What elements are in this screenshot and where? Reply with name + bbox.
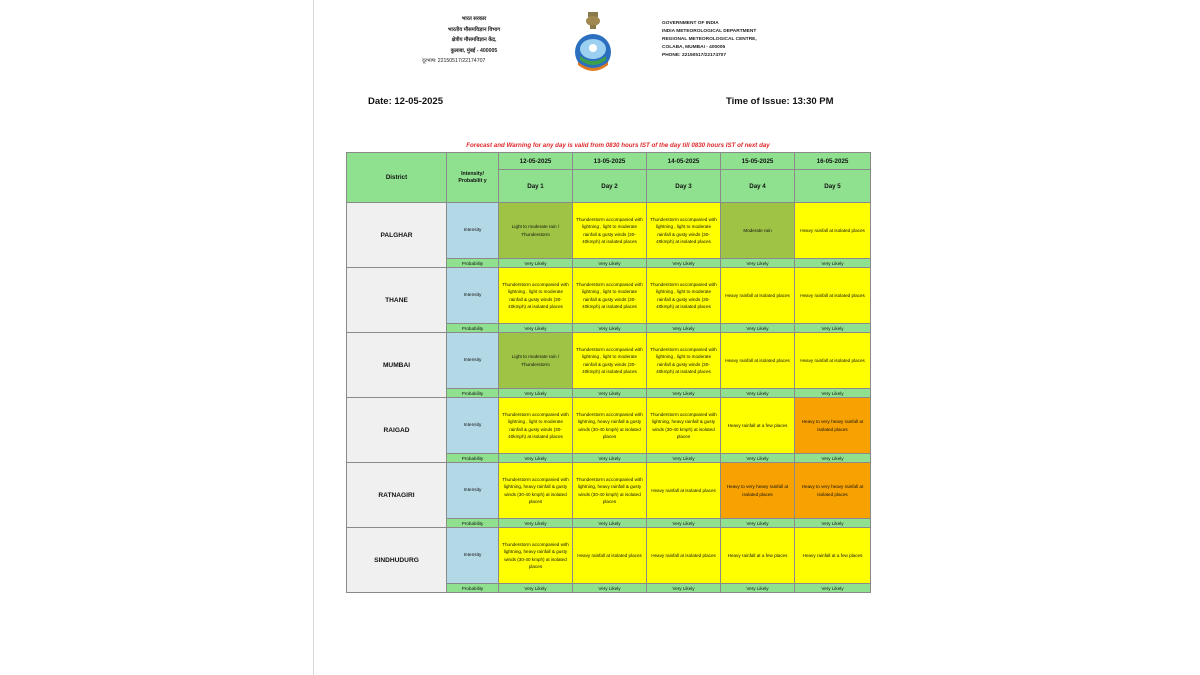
forecast-cell: Heavy rainfall at isolated places	[721, 268, 795, 324]
forecast-cell: Heavy to very heavy rainfall at isolated places	[795, 463, 871, 519]
forecast-cell: Heavy rainfall at isolated places	[647, 463, 721, 519]
hindi-line: कुलाबा, मुंबई - 400005	[450, 47, 498, 54]
forecast-cell: Thunderstorm accompanied with lightning, heavy rainfall & gusty winds (30-40 kmph) at isolated places	[499, 463, 573, 519]
forecast-cell: Thunderstorm accompanied with lightning, heavy rainfall & gusty winds (30-40 kmph) at isolated places	[647, 398, 721, 454]
date-header: 15-05-2025	[721, 153, 795, 170]
probability-cell: Very Likely	[499, 519, 573, 528]
probability-cell: Very Likely	[647, 454, 721, 463]
probability-label: Probability	[447, 584, 499, 593]
forecast-cell: Light to moderate rain / Thunderstorm	[499, 203, 573, 259]
probability-cell: Very Likely	[573, 324, 647, 333]
issue-date: Date: 12-05-2025	[368, 96, 443, 107]
probability-cell: Very Likely	[721, 454, 795, 463]
probability-cell: Very Likely	[795, 584, 871, 593]
date-header: 13-05-2025	[573, 153, 647, 170]
forecast-cell: Heavy rainfall at isolated places	[795, 268, 871, 324]
english-line: COLABA, MUMBAI - 400005	[662, 45, 726, 50]
probability-label: Probability	[447, 454, 499, 463]
district-name: MUMBAI	[347, 333, 447, 398]
intensity-label: Intensity	[447, 528, 499, 584]
probability-cell: Very Likely	[499, 324, 573, 333]
district-name: RAIGAD	[347, 398, 447, 463]
intensity-probability-header: Intensity/ Probabilit y	[447, 153, 499, 203]
forecast-cell: Thunderstorm accompanied with lightning, heavy rainfall & gusty winds (30-40 kmph) at isolated places	[499, 528, 573, 584]
hindi-line: दूरभाष: 22150517/22174707	[422, 58, 486, 64]
date-header: 16-05-2025	[795, 153, 871, 170]
district-row	[347, 333, 871, 389]
forecast-cell: Heavy to very heavy rainfall at isolated places	[795, 398, 871, 454]
district-column-header: District	[347, 153, 447, 203]
intensity-label: Intensity	[447, 268, 499, 324]
probability-cell: Very Likely	[573, 584, 647, 593]
probability-cell: Very Likely	[499, 259, 573, 268]
probability-cell: Very Likely	[573, 454, 647, 463]
probability-cell: Very Likely	[721, 389, 795, 398]
validity-notice: Forecast and Warning for any day is valid from 0830 hours IST of the day till 0830 hours IST of next day	[466, 142, 770, 149]
forecast-cell: Heavy rainfall at a few places	[721, 528, 795, 584]
forecast-cell: Thunderstorm accompanied with lightning, heavy rainfall & gusty winds (30-40 kmph) at isolated places	[573, 463, 647, 519]
time-of-issue: Time of Issue: 13:30 PM	[726, 96, 834, 107]
imd-emblem-logo	[572, 12, 614, 78]
forecast-cell: Heavy rainfall at isolated places	[795, 203, 871, 259]
district-name: RATNAGIRI	[347, 463, 447, 528]
english-line: GOVERNMENT OF INDIA	[662, 21, 719, 26]
hindi-line: भारत सरकार	[461, 16, 487, 22]
forecast-cell: Heavy rainfall at isolated places	[647, 528, 721, 584]
forecast-cell: Heavy to very heavy rainfall at isolated places	[721, 463, 795, 519]
hindi-line: भारतीय मौसमविज्ञान विभाग	[447, 26, 501, 33]
forecast-cell: Thunderstorm accompanied with lightning , light to moderate rainfall & gusty winds (30-40kmph) at isolated places	[647, 268, 721, 324]
probability-cell: Very Likely	[721, 324, 795, 333]
forecast-cell: Thunderstorm accompanied with lightning , light to moderate rainfall & gusty winds (30-40kmph) at isolated places	[573, 268, 647, 324]
probability-label: Probability	[447, 519, 499, 528]
probability-cell: Very Likely	[647, 389, 721, 398]
district-name: SINDHUDURG	[347, 528, 447, 593]
forecast-table-body	[347, 153, 871, 593]
probability-cell: Very Likely	[499, 584, 573, 593]
probability-cell: Very Likely	[721, 259, 795, 268]
probability-cell: Very Likely	[721, 584, 795, 593]
probability-cell: Very Likely	[795, 519, 871, 528]
probability-cell: Very Likely	[795, 259, 871, 268]
probability-cell: Very Likely	[499, 454, 573, 463]
hindi-header	[414, 14, 534, 67]
district-row	[347, 398, 871, 454]
forecast-table	[346, 152, 871, 593]
english-header	[662, 20, 842, 60]
forecast-cell: Moderate rain	[721, 203, 795, 259]
probability-cell: Very Likely	[573, 389, 647, 398]
forecast-cell: Thunderstorm accompanied with lightning, heavy rainfall & gusty winds (30-40 kmph) at isolated places	[573, 398, 647, 454]
district-row	[347, 463, 871, 519]
intensity-label: Intensity	[447, 398, 499, 454]
probability-cell: Very Likely	[573, 519, 647, 528]
intensity-label: Intensity	[447, 333, 499, 389]
probability-cell: Very Likely	[647, 519, 721, 528]
probability-label: Probability	[447, 259, 499, 268]
day-header: Day 3	[647, 170, 721, 203]
forecast-cell: Heavy rainfall at a few places	[721, 398, 795, 454]
probability-cell: Very Likely	[573, 259, 647, 268]
district-row	[347, 268, 871, 324]
probability-cell: Very Likely	[647, 324, 721, 333]
date-header-row	[347, 153, 871, 170]
forecast-cell: Heavy rainfall at isolated places	[573, 528, 647, 584]
probability-cell: Very Likely	[647, 259, 721, 268]
hindi-line: क्षेत्रीय मौसमविज्ञान केंद्र,	[451, 37, 497, 43]
forecast-cell: Heavy rainfall at a few places	[795, 528, 871, 584]
english-line: INDIA METEOROLOGICAL DEPARTMENT	[662, 29, 757, 34]
probability-label: Probability	[447, 324, 499, 333]
document-page	[313, 0, 884, 675]
probability-cell: Very Likely	[499, 389, 573, 398]
district-row	[347, 528, 871, 584]
forecast-cell: Thunderstorm accompanied with lightning , light to moderate rainfall & gusty winds (30-40kmph) at isolated places	[647, 203, 721, 259]
forecast-cell: Thunderstorm accompanied with lightning , light to moderate rainfall & gusty winds (30-40kmph) at isolated places	[499, 268, 573, 324]
probability-cell: Very Likely	[795, 324, 871, 333]
intensity-label: Intensity	[447, 203, 499, 259]
forecast-cell: Thunderstorm accompanied with lightning , light to moderate rainfall & gusty winds (30-40kmph) at isolated places	[499, 398, 573, 454]
district-row	[347, 203, 871, 259]
district-name: THANE	[347, 268, 447, 333]
probability-cell: Very Likely	[721, 519, 795, 528]
forecast-cell: Thunderstorm accompanied with lightning , light to moderate rainfall & gusty winds (30-40kmph) at isolated places	[573, 203, 647, 259]
probability-label: Probability	[447, 389, 499, 398]
forecast-cell: Heavy rainfall at isolated places	[795, 333, 871, 389]
day-header: Day 4	[721, 170, 795, 203]
day-header: Day 2	[573, 170, 647, 203]
probability-cell: Very Likely	[795, 454, 871, 463]
english-line: REGIONAL METEOROLOGICAL CENTRE,	[662, 37, 757, 42]
district-name: PALGHAR	[347, 203, 447, 268]
day-header: Day 5	[795, 170, 871, 203]
forecast-cell: Heavy rainfall at isolated places	[721, 333, 795, 389]
forecast-cell: Thunderstorm accompanied with lightning , light to moderate rainfall & gusty winds (30-40kmph) at isolated places	[647, 333, 721, 389]
english-line: PHONE: 22150517/22174707	[662, 53, 727, 58]
probability-cell: Very Likely	[795, 389, 871, 398]
date-header: 14-05-2025	[647, 153, 721, 170]
day-header: Day 1	[499, 170, 573, 203]
forecast-cell: Thunderstorm accompanied with lightning , light to moderate rainfall & gusty winds (30-40kmph) at isolated places	[573, 333, 647, 389]
intensity-label: Intensity	[447, 463, 499, 519]
probability-cell: Very Likely	[647, 584, 721, 593]
date-header: 12-05-2025	[499, 153, 573, 170]
forecast-cell: Light to moderate rain / Thunderstorm	[499, 333, 573, 389]
